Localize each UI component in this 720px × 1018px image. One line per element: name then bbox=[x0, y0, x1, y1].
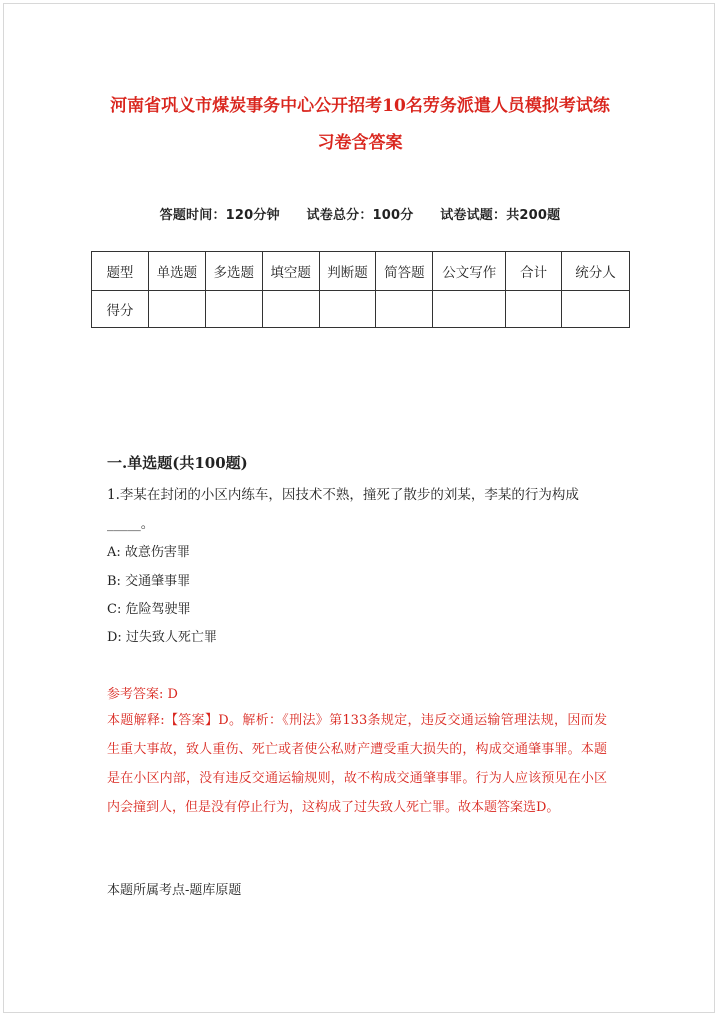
score-cell bbox=[562, 291, 630, 328]
question-category: 本题所属考点-题库原题 bbox=[107, 883, 242, 898]
score-cell bbox=[148, 291, 205, 328]
score-header-cell: 合计 bbox=[506, 252, 562, 291]
section-heading: 一.单选题(共100题) bbox=[107, 454, 248, 472]
score-header-cell: 统分人 bbox=[562, 252, 630, 291]
score-header-cell: 题型 bbox=[92, 252, 149, 291]
exam-meta bbox=[0, 204, 720, 223]
option-c: C: 危险驾驶罪 bbox=[107, 602, 191, 617]
score-cell bbox=[319, 291, 376, 328]
option-d: D: 过失致人死亡罪 bbox=[107, 630, 217, 645]
option-a: A: 故意伤害罪 bbox=[107, 545, 190, 560]
score-table bbox=[91, 251, 630, 328]
score-cell bbox=[506, 291, 562, 328]
score-cell bbox=[376, 291, 433, 328]
exam-question-count: 试卷试题：共200题 bbox=[440, 208, 561, 223]
page-title-line-1: 河南省巩义市煤炭事务中心公开招考10名劳务派遣人员模拟考试练 bbox=[110, 96, 610, 116]
answer-explanation: 本题解释:【答案】D。解析：《刑法》第133条规定，违反交通运输管理法规，因而发生重大事故，致人重伤、死亡或者使公私财产遭受重大损失的，构成交通肇事罪。本题是在小区内部，没有违反交通运输规则，故不构成交通肇事罪。行为人应该预见在小区内会撞到人，但是没有停止行为，这构成了过失致人死亡罪。故本题答案选D。 bbox=[107, 713, 607, 815]
score-row-label: 得分 bbox=[92, 291, 149, 328]
score-header-cell: 判断题 bbox=[319, 252, 376, 291]
score-table-header-row bbox=[92, 252, 630, 291]
page-title-line-2: 习卷含答案 bbox=[317, 133, 403, 153]
exam-total-score: 试卷总分：100分 bbox=[306, 208, 414, 223]
question-stem: 1.李某在封闭的小区内练车，因技术不熟，撞死了散步的刘某，李某的行为构成_____。 bbox=[107, 487, 579, 532]
score-header-cell: 简答题 bbox=[376, 252, 433, 291]
score-header-cell: 多选题 bbox=[205, 252, 262, 291]
score-header-cell: 填空题 bbox=[262, 252, 319, 291]
score-header-cell: 单选题 bbox=[148, 252, 205, 291]
score-cell bbox=[433, 291, 506, 328]
score-header-cell: 公文写作 bbox=[433, 252, 506, 291]
exam-time: 答题时间：120分钟 bbox=[159, 208, 280, 223]
score-cell bbox=[262, 291, 319, 328]
reference-answer: 参考答案: D bbox=[107, 687, 178, 702]
score-cell bbox=[205, 291, 262, 328]
score-table-score-row bbox=[92, 291, 630, 328]
option-b: B: 交通肇事罪 bbox=[107, 574, 191, 589]
